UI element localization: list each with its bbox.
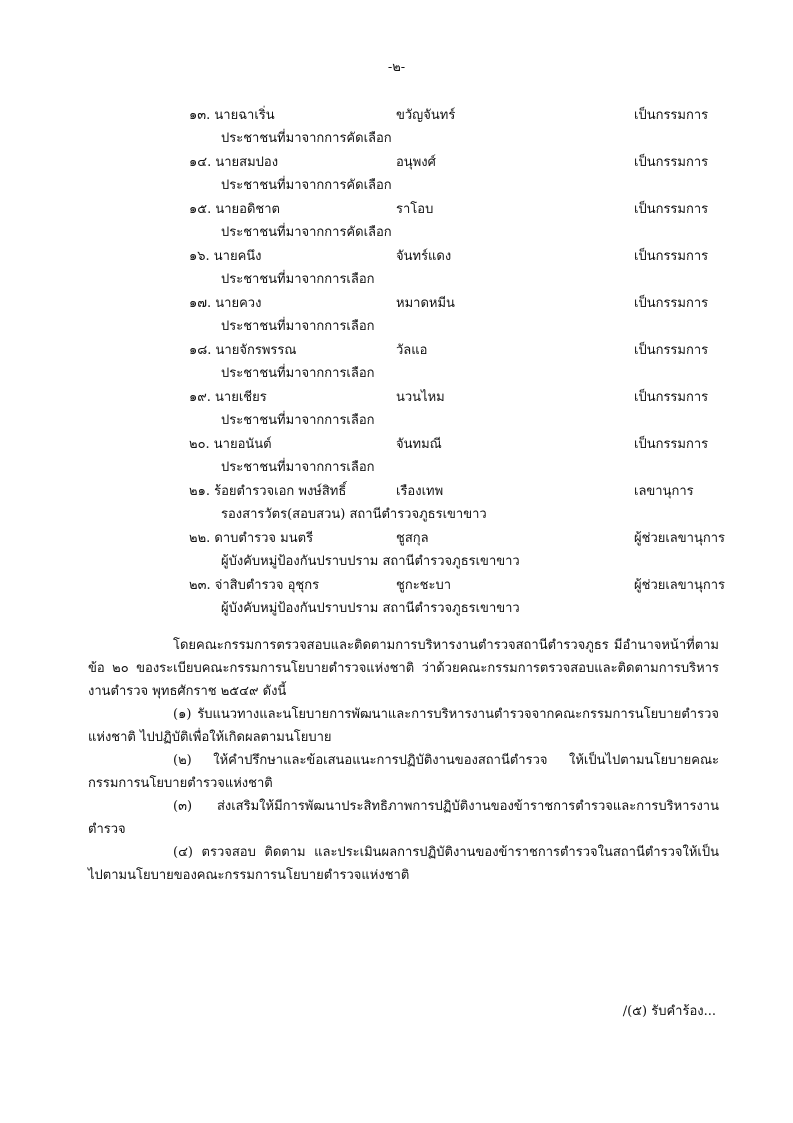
member-entry <box>0 104 793 151</box>
member-entry <box>0 433 793 480</box>
member-entry <box>0 151 793 198</box>
member-role: เป็นกรรมการ <box>634 249 709 264</box>
member-description: รองสารวัตร(สอบสวน) สถานีตำรวจภูธรเขาขาว <box>221 507 487 522</box>
member-role: เป็นกรรมการ <box>634 202 709 217</box>
member-description: ประชาชนที่มาจากการคัดเลือก <box>221 131 392 146</box>
member-role: เป็นกรรมการ <box>634 437 709 452</box>
member-name: ๒๑. ร้อยตำรวจเอก พงษ์สิทธิ์ <box>189 484 347 499</box>
duties-intro-paragraph: โดยคณะกรรมการตรวจสอบและติดตามการบริหารงานตำรวจสถานีตำรวจภูธร มีอำนาจหน้าที่ตามข้อ ๒๐ ของระเบียบคณะกรรมการนโยบายตำรวจแห่งชาติ ว่าด้วยคณะกรรมการตรวจสอบและติดตามการบริหารงานตำรวจ พุทธศักราช ๒๕๔๙ ดังนี้ <box>88 638 719 699</box>
member-surname: นวนไหม <box>396 390 445 405</box>
member-role: เป็นกรรมการ <box>634 390 709 405</box>
member-name: ๒๐. นายอนันต์ <box>189 437 272 452</box>
duty-item-3: (๓) ส่งเสริมให้มีการพัฒนาประสิทธิภาพการปฏิบัติงานของข้าราชการตำรวจและการบริหารงานตำรวจ <box>88 799 719 837</box>
member-entry <box>0 339 793 386</box>
member-name: ๑๙. นายเชียร <box>189 390 267 405</box>
member-surname: ขวัญจันทร์ <box>396 108 456 123</box>
member-description: ประชาชนที่มาจากการเลือก <box>221 366 375 381</box>
member-surname: หมาดหมีน <box>396 296 455 311</box>
duties-section <box>88 634 719 887</box>
member-entry <box>0 292 793 339</box>
committee-member-list <box>0 104 793 621</box>
member-entry <box>0 198 793 245</box>
member-entry <box>0 245 793 292</box>
member-name: ๑๔. นายสมปอง <box>189 155 279 170</box>
member-description: ประชาชนที่มาจากการคัดเลือก <box>221 225 392 240</box>
member-entry <box>0 527 793 574</box>
member-description: ผู้บังคับหมู่ป้องกันปราบปราม สถานีตำรวจภูธรเขาขาว <box>221 554 520 569</box>
member-role: ผู้ช่วยเลขานุการ <box>634 578 725 593</box>
member-surname: เรืองเทพ <box>396 484 444 499</box>
member-name: ๑๘. นายจักรพรรณ <box>189 343 297 358</box>
member-role: เป็นกรรมการ <box>634 296 709 311</box>
member-description: ประชาชนที่มาจากการเลือก <box>221 460 375 475</box>
member-role: ผู้ช่วยเลขานุการ <box>634 531 725 546</box>
member-name: ๑๕. นายอดิชาต <box>189 202 280 217</box>
member-role: เป็นกรรมการ <box>634 155 709 170</box>
member-description: ประชาชนที่มาจากการเลือก <box>221 319 375 334</box>
member-surname: จันทมณี <box>396 437 442 452</box>
member-description: ประชาชนที่มาจากการเลือก <box>221 413 375 428</box>
member-surname: ชูสกุล <box>396 531 429 546</box>
member-entry <box>0 574 793 621</box>
member-entry <box>0 386 793 433</box>
member-surname: วัลแอ <box>396 343 428 358</box>
member-role: เป็นกรรมการ <box>634 108 709 123</box>
member-surname: จันทร์แดง <box>396 249 452 264</box>
duty-item-2: (๒) ให้คำปรึกษาและข้อเสนอแนะการปฏิบัติงานของสถานีตำรวจ ให้เป็นไปตามนโยบายคณะกรรมการนโยบายตำรวจแห่งชาติ <box>88 753 719 791</box>
member-entry <box>0 480 793 527</box>
member-name: ๑๓. นายฉาเริ่น <box>189 108 275 123</box>
continuation-reference: /(๕) รับคำร้อง... <box>622 1004 716 1019</box>
member-description: ประชาชนที่มาจากการเลือก <box>221 272 375 287</box>
page-number: -๒- <box>387 60 406 75</box>
member-role: เป็นกรรมการ <box>634 343 709 358</box>
duty-item-4: (๔) ตรวจสอบ ติดตาม และประเมินผลการปฏิบัติงานของข้าราชการตำรวจในสถานีตำรวจให้เป็นไปตามนโยบายของคณะกรรมการนโยบายตำรวจแห่งชาติ <box>88 845 719 883</box>
duty-item-1: (๑) รับแนวทางและนโยบายการพัฒนาและการบริหารงานตำรวจจากคณะกรรมการนโยบายตำรวจแห่งชาติ ไปปฏิบัติเพื่อให้เกิดผลตามนโยบาย <box>88 707 719 745</box>
member-description: ผู้บังคับหมู่ป้องกันปราบปราม สถานีตำรวจภูธรเขาขาว <box>221 601 520 616</box>
member-role: เลขานุการ <box>634 484 694 499</box>
member-name: ๑๖. นายคนึง <box>189 249 262 264</box>
member-description: ประชาชนที่มาจากการคัดเลือก <box>221 178 392 193</box>
member-name: ๒๓. จ่าสิบตำรวจ อุชุกร <box>189 578 320 593</box>
member-surname: ชูกะชะบา <box>396 578 452 593</box>
member-name: ๑๗. นายควง <box>189 296 262 311</box>
member-surname: ราโอบ <box>396 202 434 217</box>
member-surname: อนุพงศ์ <box>396 155 436 170</box>
member-name: ๒๒. ดาบตำรวจ มนตรี <box>189 531 314 546</box>
